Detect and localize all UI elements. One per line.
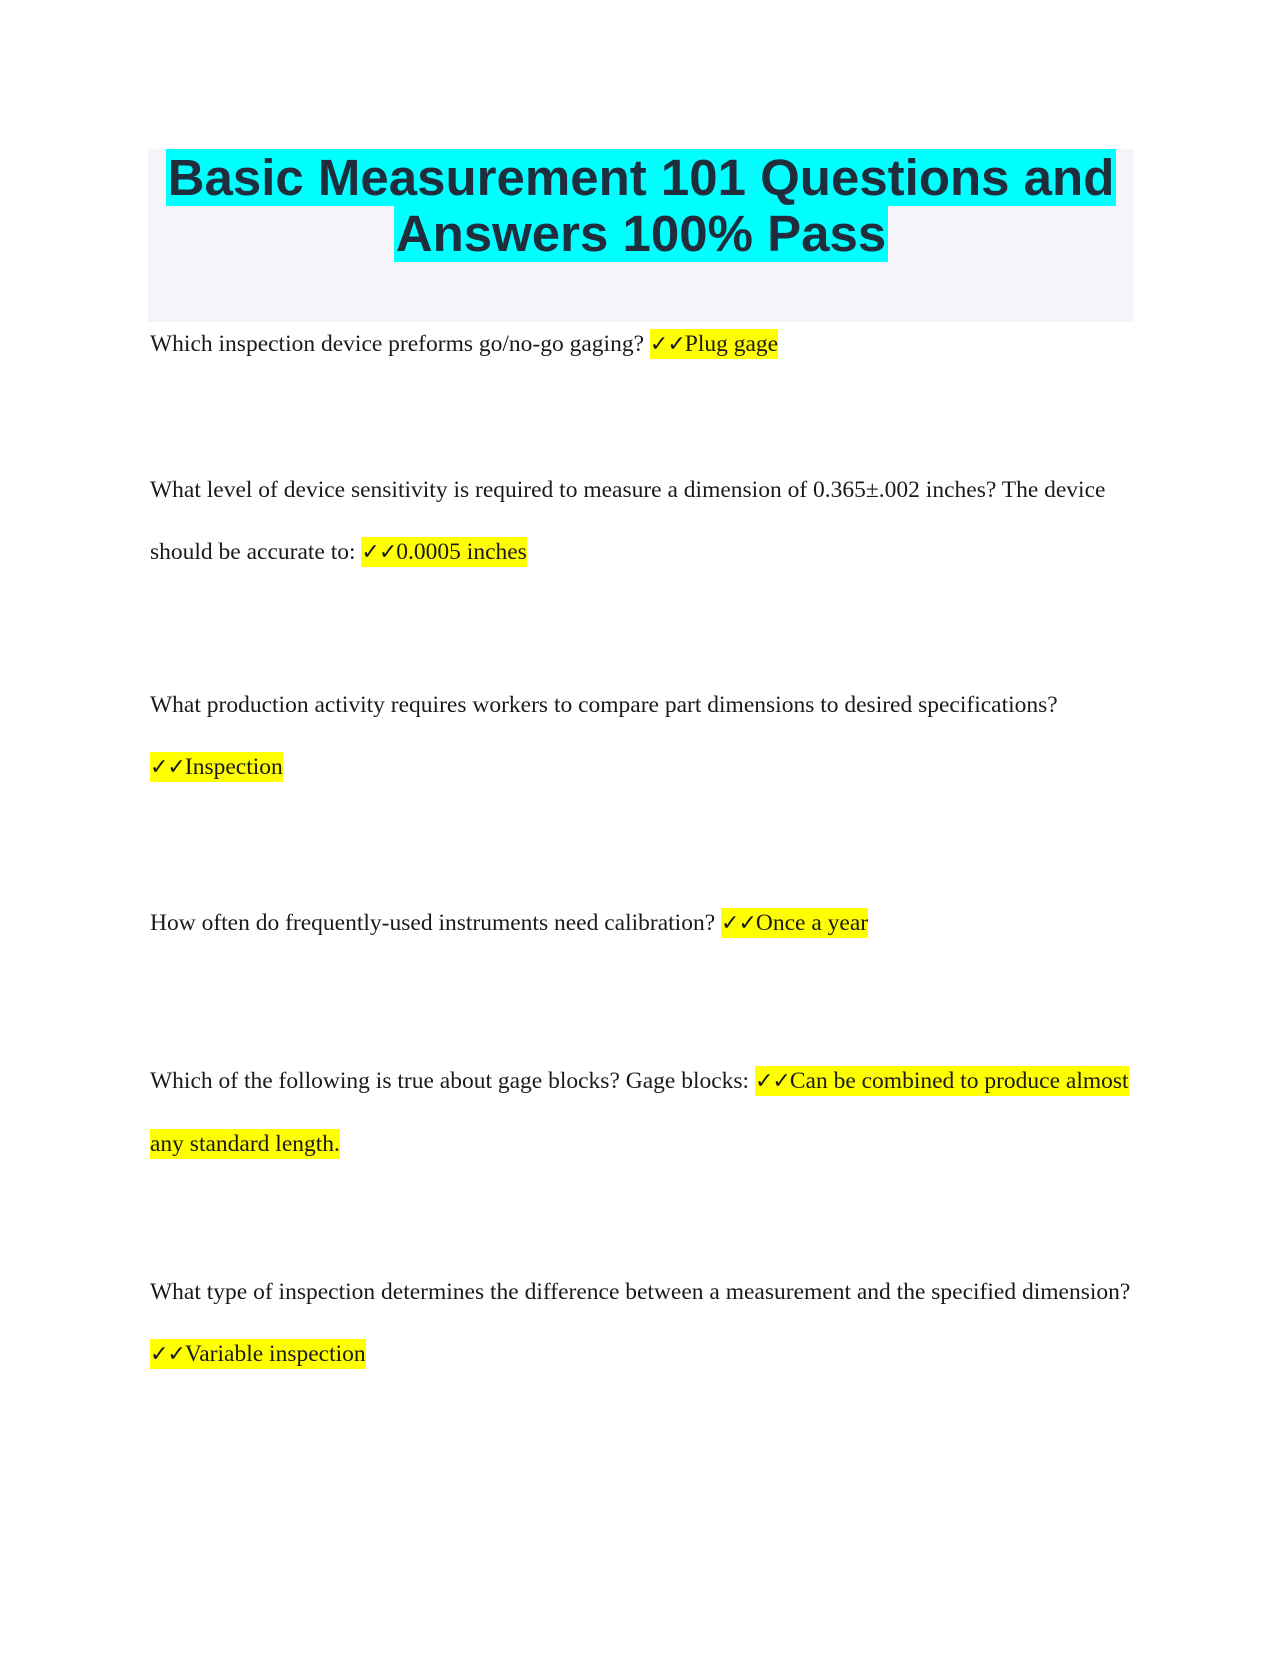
question-text: Which of the following is true about gage blocks? Gage blocks: xyxy=(150,1068,750,1094)
question-text: How often do frequently-used instruments need calibration? xyxy=(150,910,716,936)
check-mark-icon: ✓✓ xyxy=(150,755,185,780)
answer-text: Once a year xyxy=(755,910,869,936)
answer-highlight xyxy=(150,752,283,782)
check-mark-icon: ✓✓ xyxy=(721,911,756,936)
title-highlight: Basic Measurement 101 Questions and Answers 100% Pass xyxy=(167,149,1115,262)
answer-text: Inspection xyxy=(184,754,283,780)
answer-text: Variable inspection xyxy=(184,1341,366,1367)
question-text: Which inspection device preforms go/no-go gaging? xyxy=(150,331,645,357)
document-title xyxy=(148,150,1134,262)
question-text: What production activity requires workers to compare part dimensions to desired specifications? xyxy=(150,692,1058,718)
qa-item-4 xyxy=(150,892,1140,955)
answer-text: Plug gage xyxy=(684,331,779,357)
question-text: What type of inspection determines the difference between a measurement and the specified dimension? xyxy=(150,1279,1131,1305)
check-mark-icon: ✓✓ xyxy=(649,332,685,357)
qa-item-6 xyxy=(150,1261,1140,1386)
answer-highlight xyxy=(150,1339,366,1369)
answer-highlight xyxy=(361,537,526,567)
check-mark-icon: ✓✓ xyxy=(754,1069,790,1094)
qa-item-3 xyxy=(150,674,1140,799)
answer-text: 0.0005 inches xyxy=(396,539,527,565)
check-mark-icon: ✓✓ xyxy=(150,1342,185,1367)
qa-item-2 xyxy=(150,459,1140,584)
check-mark-icon: ✓✓ xyxy=(361,540,397,565)
qa-item-1 xyxy=(150,313,1140,376)
answer-highlight xyxy=(721,908,868,938)
answer-highlight xyxy=(650,329,778,359)
answer-text: Can be combined to produce almost any standard length. xyxy=(150,1068,1129,1157)
question-text: What level of device sensitivity is required to measure a dimension of 0.365±.002 inches? The device should be accurate to: xyxy=(150,477,1106,565)
qa-item-5 xyxy=(150,1050,1140,1175)
